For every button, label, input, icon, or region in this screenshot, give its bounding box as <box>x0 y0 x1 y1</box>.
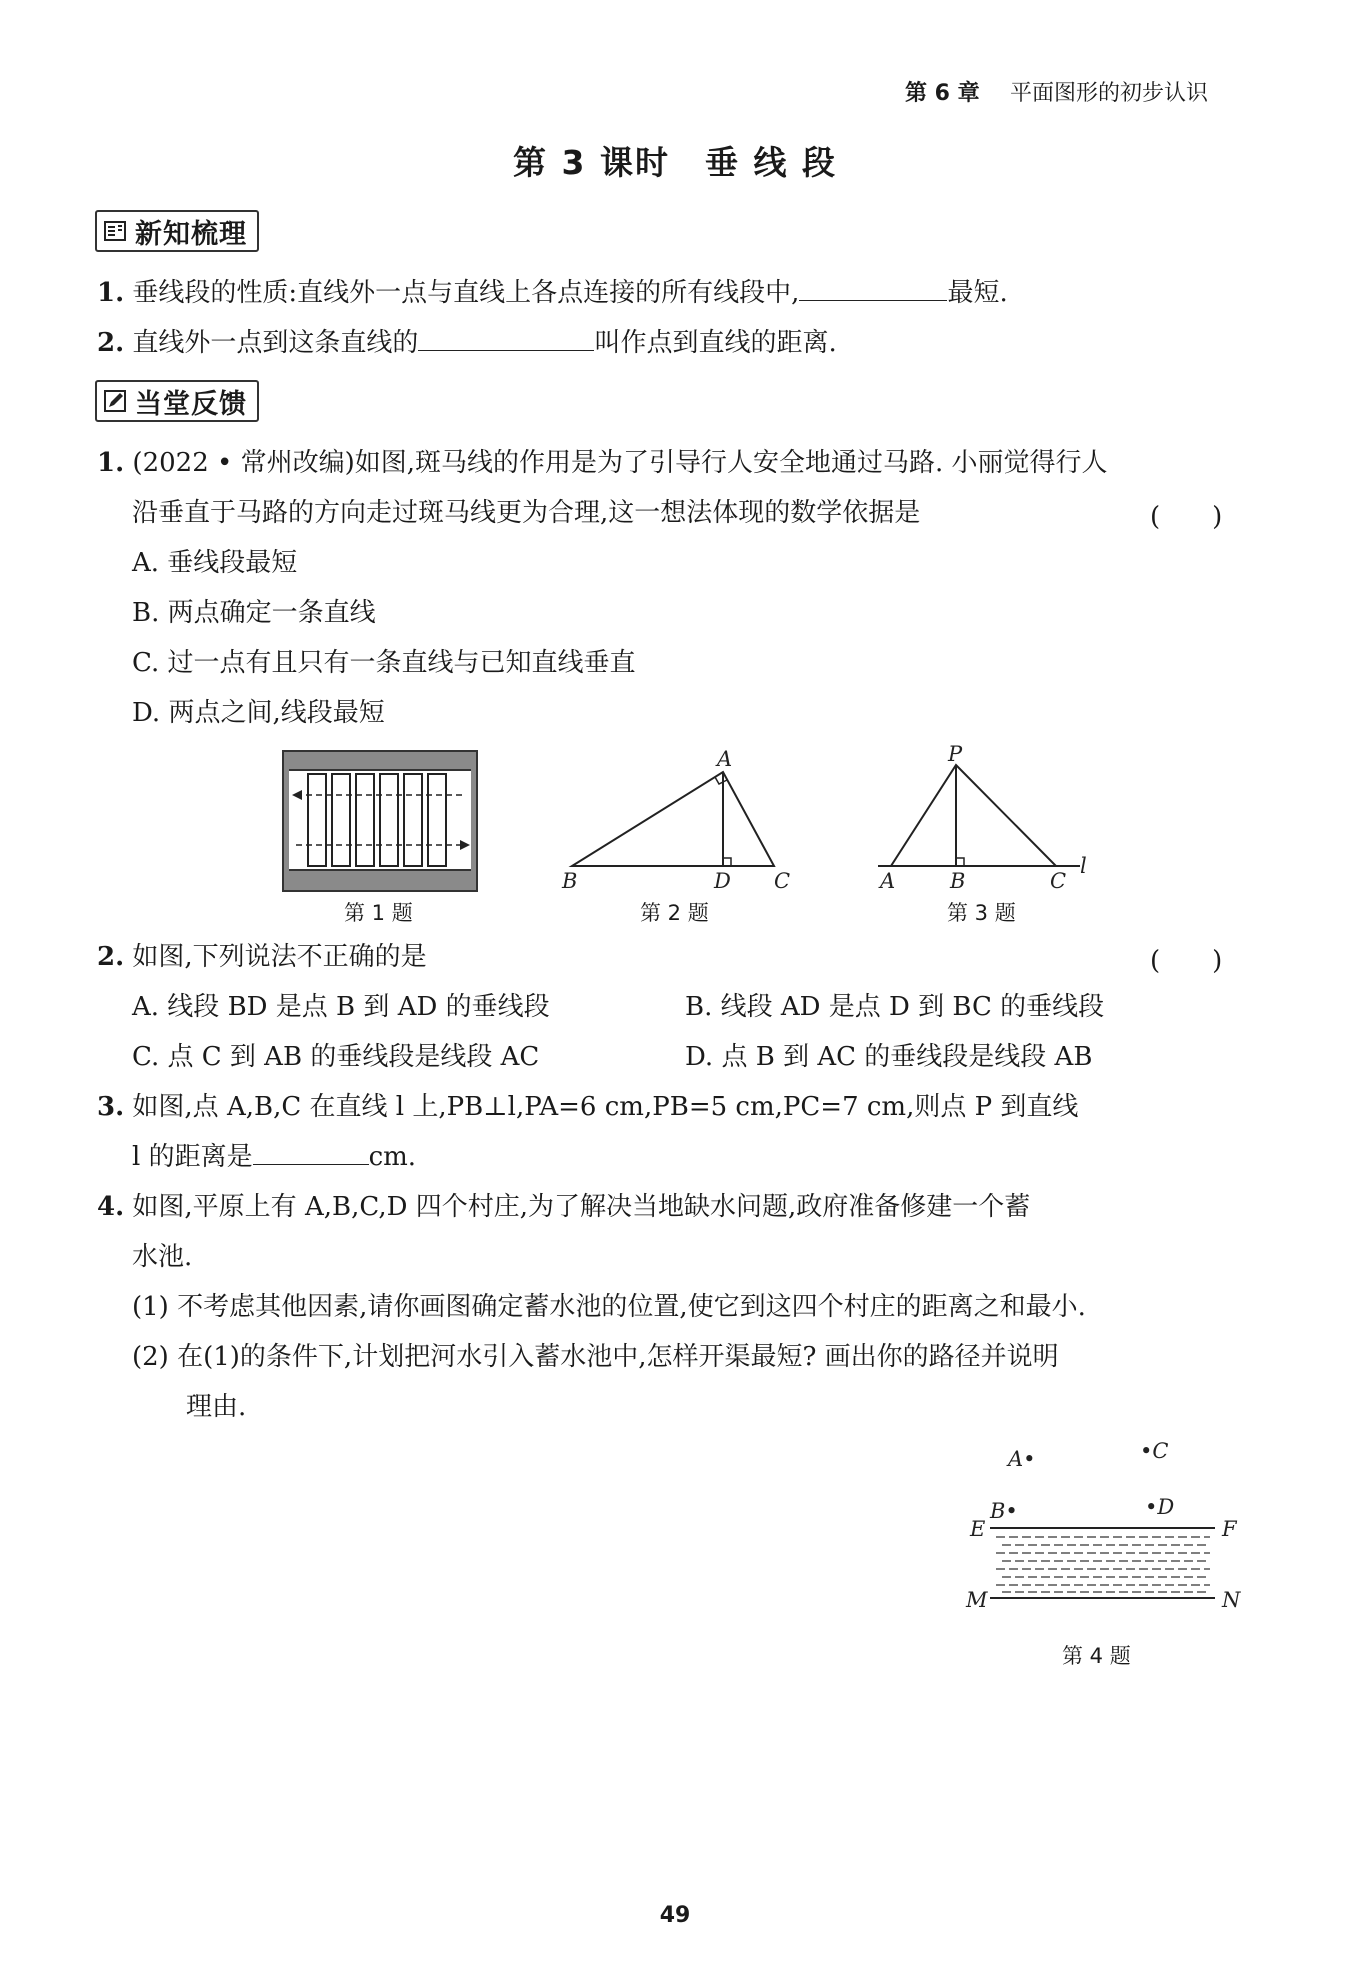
option-a[interactable]: A. 垂线段最短 <box>132 548 298 578</box>
svg-text:•C: •C <box>1140 1439 1169 1463</box>
section-label: 新知梳理 <box>135 218 247 250</box>
option-c[interactable]: C. 过一点有且只有一条直线与已知直线垂直 <box>132 648 636 678</box>
svg-text:P: P <box>948 745 963 766</box>
chapter-title: 平面图形的初步认识 <box>1010 81 1209 106</box>
pencil-icon <box>103 389 127 413</box>
svg-text:A•: A• <box>1008 1447 1036 1471</box>
question-4-sub2-line1: (2) 在(1)的条件下,计划把河水引入蓄水池中,怎样开渠最短? 画出你的路径并说明 <box>132 1342 1059 1372</box>
answer-blank[interactable] <box>253 1140 369 1165</box>
lesson-title: 第 3 课时 垂 线 段 <box>513 143 837 182</box>
svg-text:B•: B• <box>990 1499 1018 1523</box>
question-4-line2: 水池. <box>132 1242 193 1272</box>
option-a[interactable]: A. 线段 BD 是点 B 到 AD 的垂线段 <box>132 992 550 1022</box>
option-d[interactable]: D. 点 B 到 AC 的垂线段是线段 AB <box>685 1042 1093 1072</box>
figure-3-triangle-on-line <box>870 745 1110 900</box>
figure-1-zebra-crossing <box>282 750 478 892</box>
book-icon <box>103 219 127 243</box>
figure-1-caption: 第 1 题 <box>344 901 413 925</box>
answer-paren[interactable]: ( ) <box>1150 502 1223 532</box>
question-4-line1: 4. 如图,平原上有 A,B,C,D 四个村庄,为了解决当地缺水问题,政府准备修建一个蓄 <box>97 1192 1031 1222</box>
answer-paren[interactable]: ( ) <box>1150 946 1223 976</box>
svg-text:D: D <box>714 869 731 893</box>
knowledge-item-1: 1. 垂线段的性质:直线外一点与直线上各点连接的所有线段中, 最短. <box>97 278 1008 308</box>
svg-text:B: B <box>562 869 578 893</box>
svg-text:N: N <box>1222 1588 1241 1612</box>
question-2-stem: 2. 如图,下列说法不正确的是 <box>97 942 427 972</box>
svg-text:M: M <box>966 1588 988 1612</box>
question-1-line2: 沿垂直于马路的方向走过斑马线更为合理,这一想法体现的数学依据是 <box>132 498 921 528</box>
question-1-line1: 1. (2022 • 常州改编)如图,斑马线的作用是为了引导行人安全地通过马路. 小丽觉得行人 <box>97 448 1108 478</box>
option-c[interactable]: C. 点 C 到 AB 的垂线段是线段 AC <box>132 1042 540 1072</box>
section-feedback <box>95 380 259 422</box>
figure-2-triangle <box>560 750 800 900</box>
option-b[interactable]: B. 线段 AD 是点 D 到 BC 的垂线段 <box>685 992 1105 1022</box>
option-d[interactable]: D. 两点之间,线段最短 <box>132 698 385 728</box>
figure-2-caption: 第 2 题 <box>640 901 709 925</box>
question-3-line1: 3. 如图,点 A,B,C 在直线 l 上,PB⊥l,PA=6 cm,PB=5 cm,PC=7 cm,则点 P 到直线 <box>97 1092 1079 1122</box>
svg-text:E: E <box>970 1517 986 1541</box>
option-b[interactable]: B. 两点确定一条直线 <box>132 598 376 628</box>
svg-text:A: A <box>717 750 733 771</box>
figure-4-villages-river <box>960 1430 1250 1630</box>
chapter-label: 第 6 章 <box>905 81 980 106</box>
answer-blank[interactable] <box>799 276 947 301</box>
question-4-sub2-line2: 理由. <box>186 1392 247 1422</box>
figure-3-caption: 第 3 题 <box>947 901 1016 925</box>
svg-text:F: F <box>1222 1517 1237 1541</box>
section-label: 当堂反馈 <box>135 388 247 420</box>
knowledge-item-2: 2. 直线外一点到这条直线的 叫作点到直线的距离. <box>97 328 837 358</box>
svg-text:C: C <box>1050 869 1067 893</box>
figure-4-caption: 第 4 题 <box>1062 1644 1131 1668</box>
section-new-knowledge <box>95 210 259 252</box>
svg-text:A: A <box>880 869 896 893</box>
question-4-sub1: (1) 不考虑其他因素,请你画图确定蓄水池的位置,使它到这四个村庄的距离之和最小. <box>132 1292 1086 1322</box>
svg-text:B: B <box>950 869 966 893</box>
question-3-line2: l 的距离是 cm. <box>132 1142 417 1172</box>
svg-text:•D: •D <box>1145 1495 1175 1519</box>
page-number: 49 <box>659 1903 691 1928</box>
svg-text:l: l <box>1080 854 1087 878</box>
answer-blank[interactable] <box>418 326 594 351</box>
svg-text:C: C <box>774 869 791 893</box>
